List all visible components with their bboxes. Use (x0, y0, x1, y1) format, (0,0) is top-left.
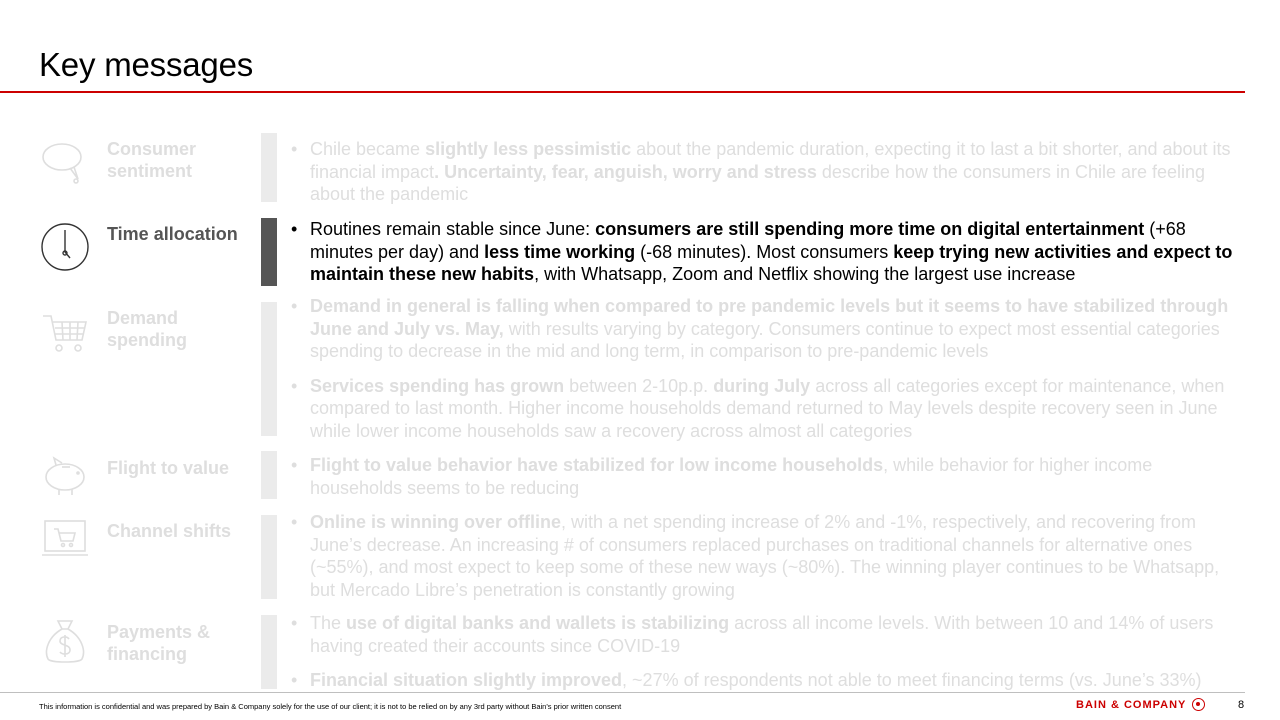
bullet-item: • Routines remain stable since June: consumers are still spending more time on digital entertainment (+68 minutes per day) and less time working (-68 minutes). Most consumers keep trying new activities and expect to maintain these new habits, with Whatsapp, Zoom and Netflix showing the largest use increase (291, 218, 1246, 286)
bullet-list (291, 511, 1246, 613)
section-label: Flight to value (107, 458, 230, 478)
confidentiality-disclaimer: This information is confidential and was prepared by Bain & Company solely for the use of our client; it is not to be relied on by any 3rd party without Bain's prior written consent (39, 702, 622, 711)
section-indicator-bar (261, 615, 277, 689)
page-title: Key messages (39, 46, 254, 83)
bullet-item: • Services spending has grown between 2-10p.p. during July across all categories except for maintenance, when compared to last month. Higher income households demand returned to May levels despite recovery seen in June while lower income households saw a recovery across almost all categories (291, 375, 1246, 443)
bullet-list (291, 218, 1246, 298)
bullet-list (291, 295, 1246, 454)
section-indicator-bar (261, 133, 277, 202)
piggy-bank-icon (40, 451, 90, 501)
speech-bubble-icon (40, 137, 90, 187)
bullet-item: • The use of digital banks and wallets is stabilizing across all income levels. With between 10 and 14% of users having created their accounts since COVID-19 (291, 612, 1246, 657)
section-indicator-bar (261, 515, 277, 599)
bullet-item: • Financial situation slightly improved, ~27% of respondents not able to meet financing terms (vs. June’s 33%) (291, 669, 1246, 692)
section-label: Time allocation (107, 224, 238, 244)
money-bag-icon (40, 617, 90, 667)
page-number: 8 (1238, 699, 1245, 711)
laptop-cart-icon (40, 515, 90, 565)
clock-icon (40, 222, 90, 272)
section-label: Payments & financing (107, 622, 211, 664)
bain-logo (1076, 698, 1205, 711)
section-label: Demand spending (107, 308, 187, 350)
bullet-list (291, 454, 1246, 511)
bullet-item: • Flight to value behavior have stabilized for low income households, while behavior for higher income households seems to be reducing (291, 454, 1246, 499)
logo-text: BAIN & COMPANY (1076, 698, 1187, 711)
section-indicator-bar (261, 218, 277, 286)
bullet-list (291, 138, 1246, 218)
bullet-item: • Online is winning over offline, with a net spending increase of 2% and -1%, respectively, and recovering from June’s decrease. An increasing # of consumers replaced purchases on traditional channels for alternative ones (~55%), and most expect to keep some of these new ways (~80%). The winning player continues to be Whatsapp, but Mercado Libre’s penetration is constantly growing (291, 511, 1246, 601)
bullet-list (291, 612, 1246, 704)
shopping-cart-icon (40, 308, 90, 358)
bullet-item: • Demand in general is falling when compared to pre pandemic levels but it seems to have stabilized through June and July vs. May, with results varying by category. Consumers continue to expect most essential categories spending to decrease in the mid and long term, in comparison to pre-pandemic levels (291, 295, 1246, 363)
section-label: Consumer sentiment (107, 139, 197, 181)
section-label: Channel shifts (107, 521, 232, 541)
section-indicator-bar (261, 451, 277, 499)
bullet-item: • Chile became slightly less pessimistic about the pandemic duration, expecting it to last a bit shorter, and about its financial impact. Uncertainty, fear, anguish, worry and stress describe how the consumers in Chile are feeling about the pandemic (291, 138, 1246, 206)
title-divider (0, 91, 1245, 93)
footer-divider (0, 692, 1245, 693)
section-indicator-bar (261, 302, 277, 436)
logo-mark-icon (1192, 698, 1205, 711)
